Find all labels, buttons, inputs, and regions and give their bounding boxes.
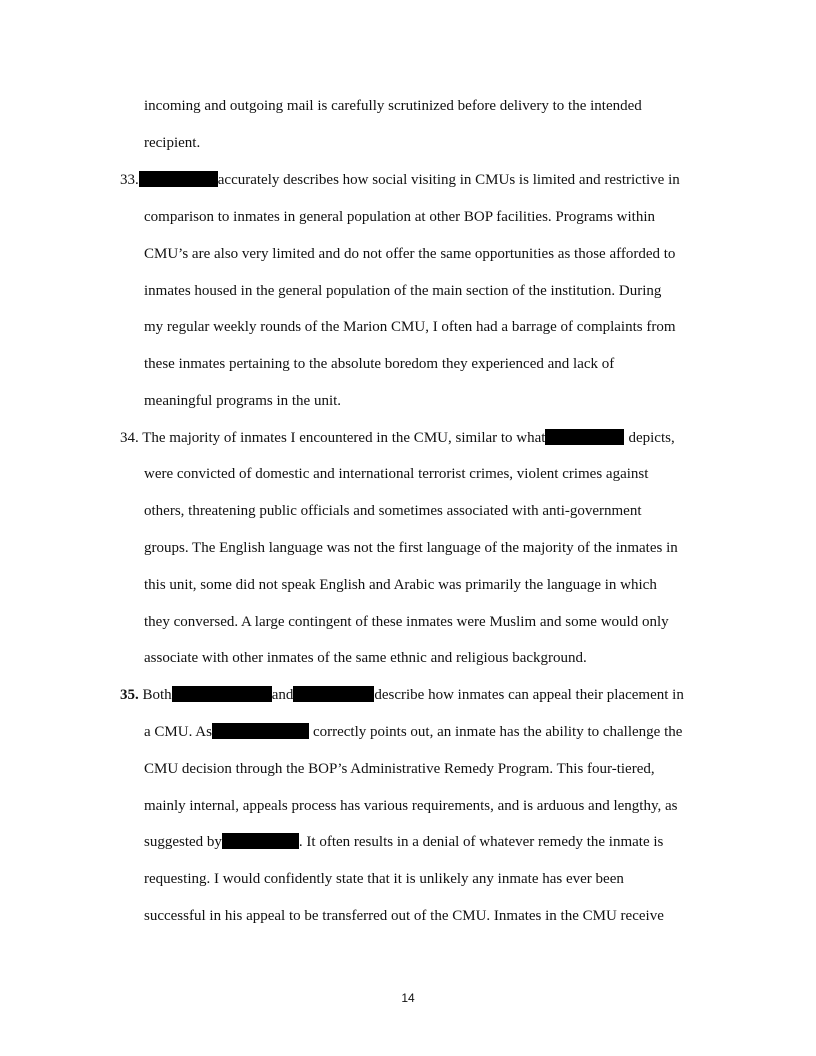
redaction-block — [545, 429, 624, 445]
redaction-block — [212, 723, 309, 739]
text-line: CMU’s are also very limited and do not offer the same opportunities as those afforded to — [144, 246, 676, 262]
paragraph-number: 34. — [120, 430, 139, 446]
text-line: they conversed. A large contingent of these inmates were Muslim and some would only — [144, 614, 669, 630]
text-line: CMU decision through the BOP’s Administrative Remedy Program. This four-tiered, — [144, 761, 655, 777]
paragraph-34-line: 34. The majority of inmates I encountered in the CMU, similar to what depicts, — [120, 430, 675, 446]
text-line: incoming and outgoing mail is carefully scrutinized before delivery to the intended — [144, 98, 642, 114]
paragraph-35-line: 35. Both and describe how inmates can appeal their placement in — [120, 687, 684, 703]
text-line: my regular weekly rounds of the Marion CMU, I often had a barrage of complaints from — [144, 319, 676, 335]
paragraph-number: 33. — [120, 172, 139, 188]
redaction-block — [293, 686, 374, 702]
text-line: mainly internal, appeals process has various requirements, and is arduous and lengthy, as — [144, 798, 678, 814]
text-line: others, threatening public officials and sometimes associated with anti-government — [144, 503, 642, 519]
text-line: this unit, some did not speak English and Arabic was primarily the language in which — [144, 577, 657, 593]
text-line: successful in his appeal to be transferred out of the CMU. Inmates in the CMU receive — [144, 908, 664, 924]
paragraph-number: 35. — [120, 687, 139, 703]
text-line: recipient. — [144, 135, 201, 151]
text-line: requesting. I would confidently state that it is unlikely any inmate has ever been — [144, 871, 624, 887]
text-line: inmates housed in the general population of the main section of the institution. During — [144, 283, 662, 299]
text-line: were convicted of domestic and international terrorist crimes, violent crimes against — [144, 466, 649, 482]
page-number: 14 — [401, 991, 415, 1005]
text-line: meaningful programs in the unit. — [144, 393, 342, 409]
redaction-block — [172, 686, 272, 702]
text-line: these inmates pertaining to the absolute boredom they experienced and lack of — [144, 356, 615, 372]
text-line: a CMU. As correctly points out, an inmate has the ability to challenge the — [144, 724, 683, 740]
text-line: comparison to inmates in general population at other BOP facilities. Programs within — [144, 209, 656, 225]
redaction-block — [139, 171, 218, 187]
text-line: suggested by . It often results in a denial of whatever remedy the inmate is — [144, 834, 664, 850]
redaction-block — [222, 833, 299, 849]
paragraph-33-line: 33. accurately describes how social visiting in CMUs is limited and restrictive in — [120, 172, 680, 188]
text-line: associate with other inmates of the same ethnic and religious background. — [144, 650, 587, 666]
text-line: groups. The English language was not the first language of the majority of the inmates in — [144, 540, 678, 556]
